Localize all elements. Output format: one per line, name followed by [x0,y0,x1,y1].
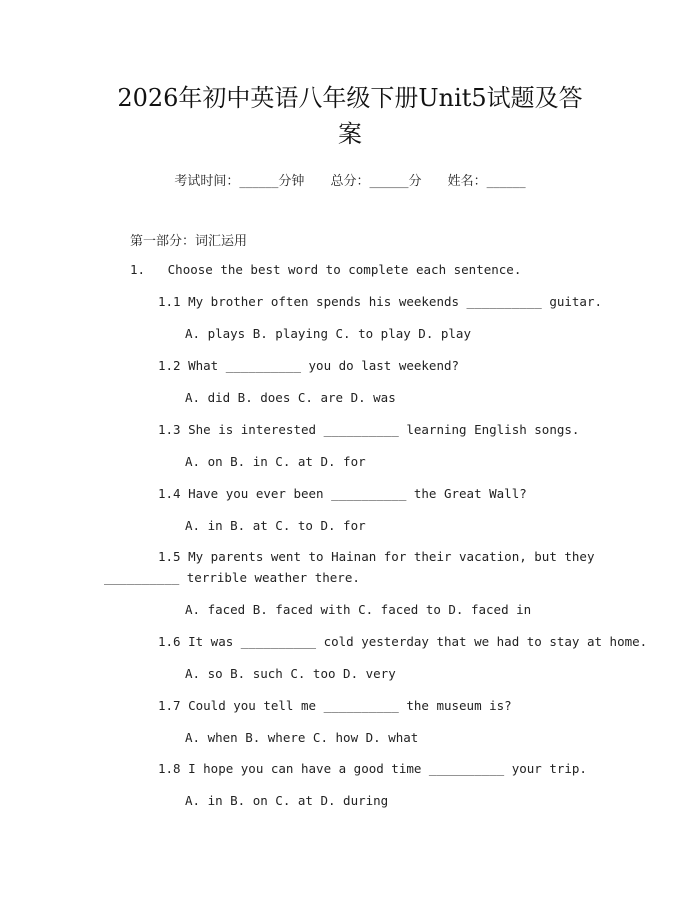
section-title: 第一部分：词汇运用 [130,234,248,249]
title-line-2: 案 [338,120,362,148]
question-item: 1.7 Could you tell me __________ the museum is? [158,698,512,713]
question-prompt: Choose the best word to complete each sentence. [167,262,522,277]
title-line-1: 2026年初中英语八年级下册Unit5试题及答 [117,84,583,112]
exam-info-line [0,170,700,189]
question-1 [130,260,521,280]
question-number: 1. [130,262,146,277]
answer-options: A. did B. does C. are D. was [185,390,396,405]
question-item: 1.1 My brother often spends his weekends __________ guitar. [158,294,603,309]
question-item: 1.8 I hope you can have a good time __________ your trip. [158,761,587,776]
answer-options: A. when B. where C. how D. what [185,730,419,745]
exam-time-field: 考试时间：______分钟 [174,174,305,189]
answer-options: A. plays B. playing C. to play D. play [185,326,471,341]
answer-options: A. faced B. faced with C. faced to D. faced in [185,602,532,617]
answer-options: A. in B. at C. to D. for [185,518,366,533]
question-item: 1.6 It was __________ cold yesterday that we had to stay at home. [158,634,648,649]
question-item: 1.5 My parents went to Hainan for their vacation, but they [158,549,595,564]
answer-options: A. so B. such C. too D. very [185,666,396,681]
question-item: 1.2 What __________ you do last weekend? [158,358,460,373]
name-field: 姓名：______ [447,174,526,189]
question-item: 1.4 Have you ever been __________ the Great Wall? [158,486,527,501]
answer-options: A. on B. in C. at D. for [185,454,366,469]
question-item: 1.3 She is interested __________ learning English songs. [158,422,580,437]
total-score-field: 总分：______分 [330,174,422,189]
document-title [90,80,610,152]
question-item-continuation: __________ terrible weather there. [104,570,360,585]
answer-options: A. in B. on C. at D. during [185,793,389,808]
